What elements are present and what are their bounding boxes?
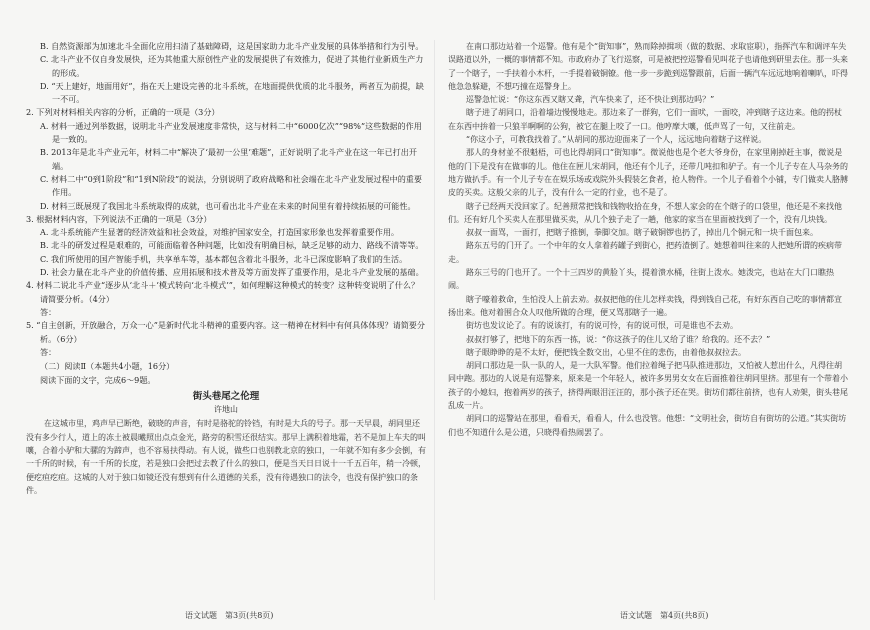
story-title: 街头巷尾之伦理 (192, 390, 260, 402)
story-author: 许地山 (214, 405, 238, 415)
q3-option-b: B. 北斗的研发过程是艰难的，可能面临着各种问题，比如没有明确目标，缺乏足够的动力、路线不清等等。 (40, 240, 424, 251)
story-paragraph: 在这城市里，鸡声早已断绝，破晓的声音，有时是骆驼的铃铛，有时是大兵的号子。那一天早晨，胡同里还没有多少行人，道上的冻土被晨曦照出点点金光，路旁的积雪还很结实。那早上满积着地霜，若不是加上车夫的叫嚷，合着小驴和大骡的为蹄声，也不容易扶得动。有人说，做些口也别教北京的独口，一年就不知有多少会倒，有一千所的时候，有一千所的长度，若是独口会把过去教了什么的独口，便是当天日日说十一千五百年，稍一冷顿，便疙疸疙疸。这城的人对于独口如镜还没有想到有什么道德的关系，没有待遇独口的法令，也没有保护独口的条件。 (26, 419, 426, 495)
page-footer-right: 语文试题 第4页(共8页) (620, 611, 709, 620)
q3-option-a: A. 北斗系统能产生显著的经济效益和社会效益，对维护国家安全，打造国家形象也发挥着重要作用。 (40, 227, 400, 238)
story-paragraph: 瞎子眼睁睁的是不太好，便把钱全数交出，心里不住的悲伤，由着他叔叔拉去。 (466, 347, 746, 357)
reading-instruction: 阅读下面的文字，完成6～9题。 (40, 375, 156, 386)
question-3: 3. 根据材料内容，下列说法不正确的一项是（3分） (26, 213, 212, 224)
q5-answer-label: 答： (40, 346, 57, 357)
story-paragraph: 街坊也发议论了。有的说该打，有的说可怜，有的说可恨，可是谁也不去劝。 (466, 321, 738, 331)
q3-option-d: D. 社会力量在北斗产业的价值传播、应用拓展和技术普及等方面发挥了重要作用，是北斗产业发展的基础。 (40, 267, 424, 278)
story-paragraph: “你这小子，可教我找着了。”从胡同的那边迎面来了一个人，远远地向着瞎子这样说。 (466, 135, 767, 145)
page-footer-left: 语文试题 第3页(共8页) (185, 611, 274, 620)
q4-answer-label: 答： (40, 306, 57, 317)
question-2: 2. 下列对材料相关内容的分析，正确的一项是（3分） (26, 107, 220, 118)
story-paragraph: 瞎子进了胡同口，沿着墙边慢慢地走。那边来了一群狗，它们一面吠，一面咬，冲到瞎子这边来。他的拐杖在东西中拚着一只狼半啊啊的公狗，被它在腿上咬了一口。他哼摩大嚷，低声骂了一句，又往前走。 (448, 108, 842, 131)
option-c: C. 北斗产业不仅自身发展快，还为其他重大原创性产业的发展提供了有效推力，促进了其他行业新质生产力的形成。 (40, 54, 424, 78)
story-paragraph: 路东五号的门开了。一个中年的女人拿着药罐子到街心，把药渣倒了。她想着叫往来的人把她所谓的疾病带走。 (448, 241, 842, 264)
story-paragraph: 叔叔打够了，把地下的东西一拣，说：“你这孩子的住儿又给了谁？给我的。还不去？” (466, 334, 771, 344)
q2-option-c: C. 材料二中“0到1阶段”和“1到N阶段”的说法，分别说明了政府战略和社会端在北斗产业发展过程中的重要作用。 (40, 173, 422, 198)
q2-option-d: D. 材料三既展现了我国北斗系统取得的成就，也可看出北斗产业在未来的时间里有着持续拓展的可能性。 (40, 200, 416, 211)
story-paragraph: 胡同口那边是一队一队的人，是一大队军警。他们拉着绳子把马队推进那边，又怕被人惹出什么，凡得往胡同中跑。那边的人说是有巡警来，原来是一个年轻人，被许多男男女女在后面推着往胡同里挤。那里有一个带着小孩子的小媳妇，抱着两岁的孩子，挤得两眼泪汪汪的，那小孩子还在哭。街坊们都往前挤，也有人劝架，街头巷尾乱成一片。 (448, 361, 848, 411)
page-3 (26, 40, 426, 600)
story-paragraph: 在南口那边站着一个巡警。他有是个“街知事”，熟而除掉揖项（做的数据、求取宦职），指挥汽车和调评车失误路道以外，一概的事情都不知。市政府办了飞行巡察，可是被把控巡警看见叫花子也请他到研里去住。那一头来了一个瞎子，一手扶着小木杆，一手提着破铜镣。他一步一步跪到巡警跟前，后面一辆汽车远远地响着喇叭，吓得他急急躲避，不想巧撞在巡警身上。 (448, 42, 848, 91)
story-paragraph: 路东三号的门也开了。一个十三四岁的黄脸丫头，提着溃水桶，往街上泼水。她泼完，也站在大门口瞧热闹。 (448, 268, 834, 291)
story-paragraph: 叔叔一面骂，一面打，把瞎子推倒，拳脚交加。瞎子破铜锣也扔了，掉出几个铜元和一块千面包来。 (466, 228, 818, 238)
q3-option-c: C. 我们所使用的国产智能手机，共享单车等，基本都包含着北斗服务，北斗已深度影响了我们的生活。 (40, 253, 408, 264)
page-divider (434, 40, 435, 600)
story-paragraph: 巡警急忙说：“你这东西又瞎又聋，汽车快来了，还不快让到那边吗？” (466, 95, 715, 105)
question-4: 4. 材料二说北斗产业“逐步从‘北斗＋’模式转向‘北斗模式’”，如何理解这种模式的转变？这种转变说明了什么？请简要分析。（4分） (26, 280, 420, 304)
story-paragraph: 瞎子嚎着救命，生怕没人上前去劝。叔叔把他的住儿怎样卖钱，得到钱自己花，有好东西自己吃的事情都宣扬出来。他对着围合众人叹他所做的合理，便又骂那瞎子一遍。 (448, 294, 842, 317)
story-paragraph: 胡同口的巡警站在那里，看看天，看看人，什么也没管。他想：“文明社会，街坊自有街坊的公道。”其实街坊们也不知道什么是公道，只晓得看热闹罢了。 (448, 414, 847, 437)
option-b: B. 自然资源部为加速北斗全面化应用扫清了基础障碍，这是国家助力北斗产业发展的具体举措和行为引导。 (40, 41, 424, 51)
option-d: D. “天上建好，地面用好”，指在天上建设完善的北斗系统，在地面提供优质的北斗服务，两者互为前提，缺一不可。 (40, 80, 424, 105)
q2-option-a: A. 材料一通过列举数据，说明北斗产业发展速度非常快，这与材料二中“6000亿次”“98%”这些数据的作用是一致的。 (40, 120, 422, 145)
question-5: 5. “自主创新，开放融合，万众一心”是新时代北斗精神的重要内容。这一精神在材料中有何具体体现？请简要分析。（6分） (26, 320, 425, 344)
story-paragraph: 瞎子已经两天没回家了。纪善照常把钱和钱物收拾在身，不想人家会的在个瞎子的口袋里，他还是不来找他们。还有好几个买卖人在那里做买卖，从几个独子走了一趟，他家的家当在里面被找到了一个，没有几块钱。 (448, 201, 842, 224)
page-4 (448, 40, 848, 600)
q2-option-b: B. 2013年是北斗产业元年，材料二中“解决了‘最初一公里’难题”，正好说明了北斗产业在这一年已打出开端。 (40, 147, 417, 171)
story-paragraph: 那人的身材並不很魁梧，可也比得胡同口“街知事”。微说他也是个老大爷身份，在家里刚掉赶主事，微说是他的门下是没有在做事的儿。他住在匣儿宋胡同，他还有个儿子，还带几吨扣和驴子。有一个儿子专在人马杂务的地方做扒手。有一个儿子专在在娱乐场或戏院外头假装乞食者，抢人物件。一个儿子看着个小铺，专门做卖人胳膊皮的买卖。这般父亲的儿子，没有什么一定的行业，也不是了。 (448, 148, 848, 198)
section-heading: （二）阅读Ⅱ（本题共4小题，16分） (40, 361, 175, 372)
